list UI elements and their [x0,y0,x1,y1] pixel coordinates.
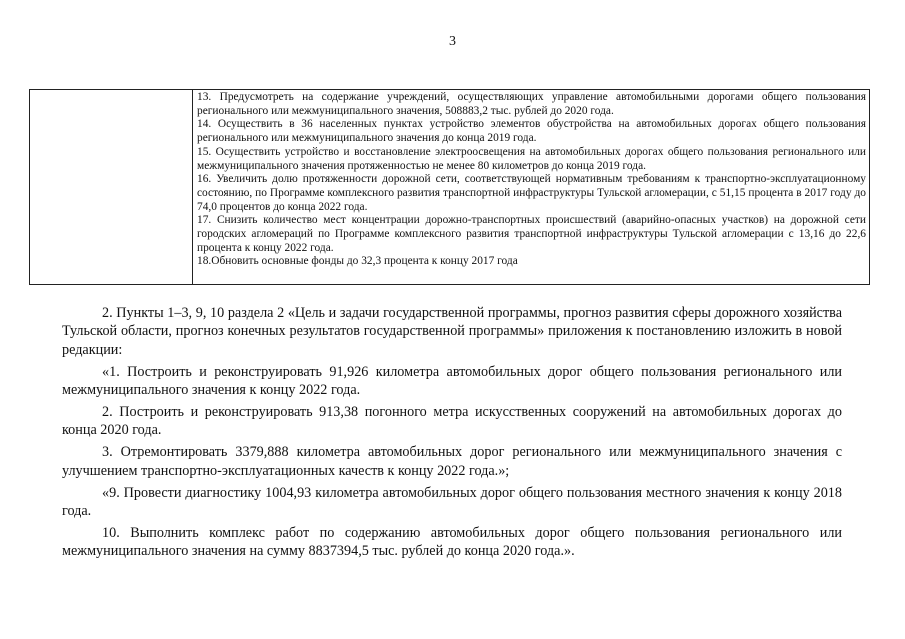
table-item-16: 16. Увеличить долю протяженности дорожной сети, соответствующей нормативным требованиям к транспортно-эксплуатационному состоянию, по Программе комплексного развития транспортной инфраструктуры Тульской агломерации, с 51,15 процента в 2017 году до 74,0 процентов до конца 2022 года. [197,173,866,213]
paragraph-item-2: 2. Построить и реконструировать 913,38 погонного метра искусственных сооружений на автомобильных дорогах до конца 2020 года. [62,404,842,439]
paragraph-item-10: 10. Выполнить комплекс работ по содержанию автомобильных дорог общего пользования регионального или межмуниципального значения на сумму 8837394,5 тыс. рублей до конца 2020 года.». [62,524,842,560]
table-item-13: 13. Предусмотреть на содержание учреждений, осуществляющих управление автомобильными дорогами общего пользования регионального или межмуниципального значения, 508883,2 тыс. рублей до 2020 года. [197,91,866,117]
table-left-cell [30,90,193,284]
paragraph-amendment-intro: 2. Пункты 1–3, 9, 10 раздела 2 «Цель и задачи государственной программы, прогноз развития сферы дорожного хозяйства Тульской области, прогноз конечных результатов государственной программы» приложения к постановлению изложить в новой редакции: [62,305,842,358]
body-text [62,304,842,564]
table-item-17: 17. Снизить количество мест концентрации дорожно-транспортных происшествий (аварийно-опасных участков) на дорожной сети городских агломераций по Программе комплексного развития транспортной инфраструктуры Тульской агломерации с 13,16 до 22,6 процента к концу 2022 года. [197,214,866,254]
paragraph-item-3: 3. Отремонтировать 3379,888 километра автомобильных дорог регионального или межмуниципального значения с улучшением транспортно-эксплуатационных качеств к концу 2022 года.»; [62,444,842,479]
paragraph-item-1: «1. Построить и реконструировать 91,926 километра автомобильных дорог общего пользования регионального или межмуниципального значения к концу 2022 года. [62,363,842,399]
table-right-cell [193,90,869,284]
paragraph-item-9: «9. Провести диагностику 1004,93 километра автомобильных дорог общего пользования местного значения к концу 2018 года. [62,484,842,520]
table-item-14: 14. Осуществить в 36 населенных пунктах устройство элементов обустройства на автомобильных дорогах общего пользования регионального или межмуниципального значения до конца 2019 года. [197,118,866,145]
page-number: 3 [449,34,456,49]
items-table [29,89,870,285]
table-item-18: 18.Обновить основные фонды до 32,3 процента к концу 2017 года [197,255,518,268]
table-item-15: 15. Осуществить устройство и восстановление электроосвещения на автомобильных дорогах общего пользования регионального или межмуниципального значения протяженностью не менее 80 километров до конца 2019 года. [197,145,866,172]
